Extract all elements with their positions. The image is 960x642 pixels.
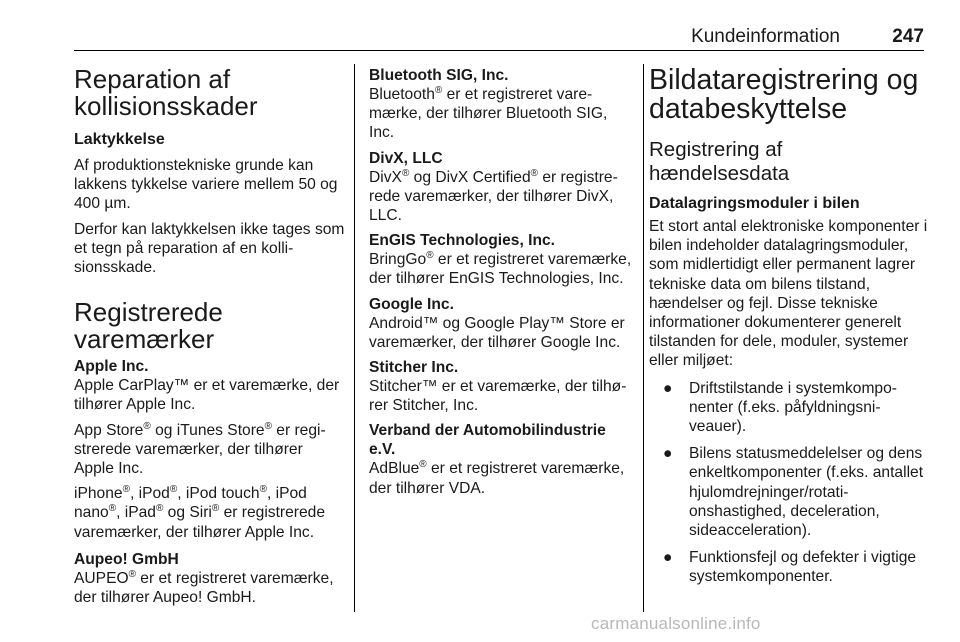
list-item: ● Funktionsfejl og defekter i vigtige systemkomponenter.: [663, 549, 917, 586]
watermark: carmanualsonline.info: [591, 614, 761, 633]
list-item: ● Driftstilstande i systemkomponenter (f.eks. påfyldningsniveauer).: [663, 379, 897, 436]
trademark-entry: [369, 358, 635, 415]
paragraph: Apple CarPlay™ er et varemærke, der tilhører Apple Inc.: [74, 377, 340, 414]
registered-mark: ®: [530, 167, 539, 179]
trademark-entry: [369, 231, 635, 288]
subsection-heading-event-data: Registrering af hændelsesdata: [649, 138, 790, 185]
trademark-entry: [369, 295, 635, 352]
registered-mark: ®: [128, 568, 136, 580]
paragraph: Derfor kan laktykkelsen ikke tages som et tegn på reparation af en kollisionsskade.: [74, 220, 345, 277]
paragraph: App Store® og iTunes Store® er registrerede varemærker, der tilhører Apple Inc.: [74, 420, 326, 478]
paragraph: AdBlue® er et registreret varemærke, der tilhører VDA.: [369, 459, 625, 497]
trademark-owner: DivX, LLC: [369, 149, 443, 167]
section-heading-trademarks: Registrerede varemærker: [74, 297, 223, 355]
registered-mark: ®: [401, 167, 410, 179]
section-heading-data-recording: Bildataregistrering og databeskyttelse: [649, 64, 919, 125]
column-right: [649, 66, 929, 587]
paragraph: iPhone®, iPod®, iPod touch®, iPod nano®, iPad® og Siri® er registrerede varemærker, der tilhører Apple Inc.: [74, 484, 326, 541]
page-header: [74, 26, 924, 51]
trademark-entry: [369, 149, 635, 226]
registered-mark: ®: [211, 503, 220, 515]
paragraph: DivX® og DivX Certified® er registrerede varemærker, der tilhører DivX, LLC.: [369, 167, 618, 225]
column-middle: [369, 66, 635, 504]
paragraph: Et stort antal elektroniske komponenter i bilen indeholder datalagringsmoduler, som midlertidigt eller permanent lagrer tekniske data om bilens tilstand, hændelser og fejl. Disse tekniske informationer dokumenterer generelt tilstanden for dele, moduler, systemer eller miljøet:: [649, 218, 928, 370]
trademark-owner: Verband der Automobilindustrie e.V.: [369, 422, 606, 459]
trademark-owner: Stitcher Inc.: [369, 359, 459, 377]
registered-mark: ®: [155, 503, 164, 515]
trademark-owner-apple: Apple Inc.: [74, 358, 149, 376]
paragraph: Af produktionstekniske grunde kan lakkens tykkelse variere mellem 50 og 400 µm.: [74, 157, 338, 213]
column-divider: [643, 64, 644, 612]
subheading-paint-thickness: Laktykkelse: [74, 131, 165, 148]
column-left: [74, 66, 346, 613]
registered-mark: ®: [169, 484, 178, 496]
bullet-icon: ●: [663, 549, 673, 567]
registered-mark: ®: [108, 503, 117, 515]
registered-mark: ®: [434, 84, 443, 96]
page-number: 247: [892, 26, 924, 47]
trademark-owner: Google Inc.: [369, 295, 454, 313]
subheading-storage-modules: Datalagringsmoduler i bilen: [649, 195, 860, 212]
bullet-icon: ●: [663, 445, 673, 463]
paragraph: AUPEO® er et registreret varemærke, der tilhører Aupeo! GmbH.: [74, 568, 334, 607]
registered-mark: ®: [259, 484, 267, 496]
list-item: ● Bilens statusmeddelelser og dens enkeltkomponenter (f.eks. antallet hjulomdrejninger/rotationshastighed, deceleration, sideacceleration).: [663, 445, 924, 540]
registered-mark: ®: [426, 250, 434, 262]
trademark-entry: [369, 66, 635, 143]
bullet-list: [649, 379, 929, 587]
registered-mark: ®: [419, 459, 427, 471]
registered-mark: ®: [122, 484, 130, 496]
registered-mark: ®: [143, 420, 151, 432]
trademark-entry: [369, 421, 635, 497]
chapter-title: Kundeinformation: [691, 26, 840, 47]
bullet-icon: ●: [663, 379, 673, 397]
paragraph: Bluetooth® er et registreret varemærke, der tilhører Bluetooth SIG, Inc.: [369, 84, 608, 142]
trademark-owner: Bluetooth SIG, Inc.: [369, 67, 509, 84]
section-heading-repair: Reparation af kollisionsskader: [74, 64, 258, 121]
paragraph: Stitcher™ er et varemærke, der tilhører Stitcher, Inc.: [369, 378, 627, 415]
column-divider: [354, 64, 355, 612]
paragraph: BringGo® er et registreret varemærke, der tilhører EnGIS Technologies, Inc.: [369, 250, 632, 288]
paragraph: Android™ og Google Play™ Store er varemærker, der tilhører Google Inc.: [369, 314, 625, 351]
trademark-owner-aupeo: Aupeo! GmbH: [74, 550, 179, 568]
registered-mark: ®: [264, 420, 272, 432]
trademark-owner: EnGIS Technologies, Inc.: [369, 232, 555, 250]
